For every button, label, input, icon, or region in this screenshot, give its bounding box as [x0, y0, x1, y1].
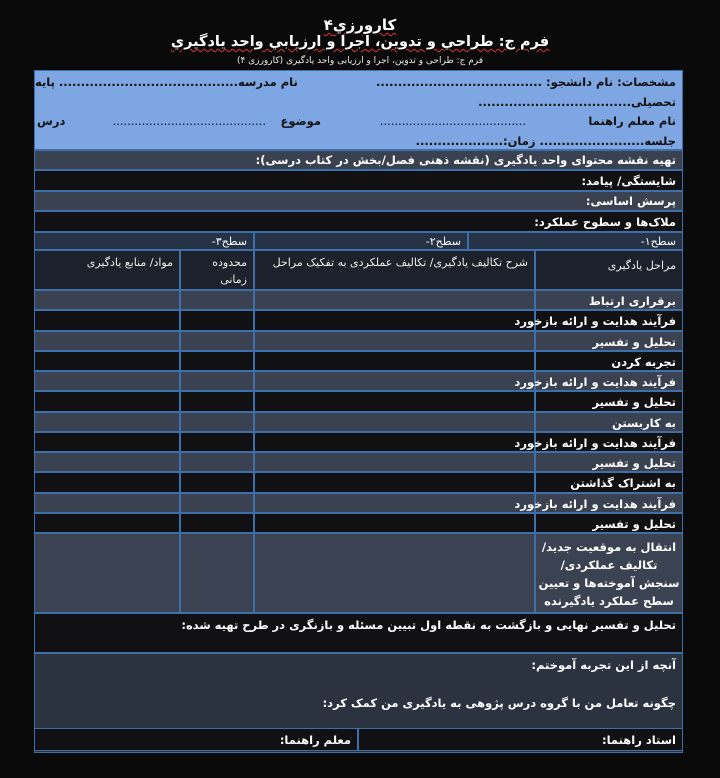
stage-tasks-cell[interactable]: [254, 310, 535, 330]
stage-time-cell[interactable]: [180, 290, 254, 310]
stage-row: [34, 310, 683, 330]
level-3-cell[interactable]: سطح۳-: [34, 232, 254, 250]
stage-tasks-cell[interactable]: [254, 412, 535, 432]
student-name-field[interactable]: مشخصات: نام دانشجو: ......................................: [376, 75, 676, 89]
stage-materials-cell[interactable]: [34, 493, 180, 513]
stage-time-cell[interactable]: [180, 371, 254, 391]
signature-row: [34, 728, 683, 751]
header-stages: مراحل یادگیری: [535, 250, 683, 290]
stage-time-cell[interactable]: [180, 351, 254, 371]
essential-question-row: پرسش اساسی:: [34, 191, 683, 211]
stage-tasks-cell[interactable]: [254, 290, 535, 310]
collaboration-label: چگونه تعامل من با گروه درس پژوهی به یادگیری من کمک کرد:: [322, 696, 676, 710]
stage-label: به اشتراک گذاشتن: [570, 476, 676, 491]
stage-row: [34, 290, 683, 310]
stage-tasks-cell[interactable]: [254, 493, 535, 513]
stage-materials-cell[interactable]: [34, 391, 180, 411]
content-map-row: تهیه نقشه محتوای واحد یادگیری (نقشه ذهنی فصل/بخش در کتاب درسی):: [34, 150, 683, 170]
grade-field[interactable]: تحصیلی...................................: [478, 95, 676, 109]
stage-materials-cell[interactable]: [34, 310, 180, 330]
student-info-block: [34, 70, 683, 150]
learned-label: آنچه از این تجربه آموختم:: [531, 658, 676, 672]
stage-label-cell: [514, 310, 683, 330]
stage-row: [34, 412, 683, 432]
professor-signature-cell[interactable]: استاد راهنما:: [358, 728, 683, 751]
stage-row: [34, 472, 683, 492]
transfer-stage-label: انتقال به موقعیت جدید/ تکالیف عملکردی/ سنجش آموخته‌ها و تعیین سطح عملکرد یادگیرنده: [535, 533, 683, 613]
stage-label-cell: [514, 493, 683, 513]
stage-time-cell[interactable]: [180, 432, 254, 452]
stage-materials-cell[interactable]: [34, 472, 180, 492]
table-header-row: [34, 250, 683, 290]
stage-label: تجربه کردن: [611, 354, 676, 369]
stage-label-cell: [535, 513, 683, 533]
stage-row: [34, 513, 683, 533]
stage-label: فرآیند هدایت و ارائه بازخورد: [514, 435, 676, 450]
header-materials: مواد/ منابع یادگیری: [34, 250, 180, 290]
transfer-time-cell[interactable]: [180, 533, 254, 613]
stage-row: [34, 391, 683, 411]
stage-time-cell[interactable]: [180, 513, 254, 533]
stage-row: [34, 351, 683, 371]
stage-label-cell: [514, 371, 683, 391]
stage-label-cell: [535, 391, 683, 411]
stage-time-cell[interactable]: [180, 310, 254, 330]
stage-time-cell[interactable]: [180, 472, 254, 492]
criteria-row: ملاک‌ها و سطوح عملکرد:: [34, 211, 683, 232]
stage-label: فرآیند هدایت و ارائه بازخورد: [514, 314, 676, 329]
transfer-materials-cell[interactable]: [34, 533, 180, 613]
transfer-stage-row: [34, 533, 683, 613]
stage-label: فرآیند هدایت و ارائه بازخورد: [514, 375, 676, 389]
stage-time-cell[interactable]: [180, 412, 254, 432]
stage-row: [34, 432, 683, 452]
stage-label: تحلیل و تفسیر: [592, 456, 676, 470]
stage-time-cell[interactable]: [180, 493, 254, 513]
stage-row: [34, 331, 683, 351]
school-name-field[interactable]: نام مدرسه......................................... پایه: [35, 75, 298, 89]
stage-time-cell[interactable]: [180, 391, 254, 411]
stage-label-cell: [535, 412, 683, 432]
header-tasks: شرح تکالیف یادگیری/ تکالیف عملکردی به تفکیک مراحل: [254, 250, 535, 290]
stage-label-cell: [514, 432, 683, 452]
form-title: کارورزي۴: [323, 16, 397, 34]
stage-row: [34, 452, 683, 472]
stage-label-cell: [535, 472, 683, 492]
form-caption: فرم ج: طراحی و تدوین، اجرا و ارزیابی واحد یادگیری (کارورزی ۴): [236, 56, 484, 66]
stage-label-cell: [535, 290, 683, 310]
levels-row: [34, 232, 683, 250]
transfer-tasks-cell[interactable]: [254, 533, 535, 613]
stage-materials-cell[interactable]: [34, 290, 180, 310]
stage-label: تحلیل و تفسیر: [592, 516, 676, 531]
session-time-field[interactable]: جلسه........................ زمان:....................: [415, 134, 676, 148]
stage-label: برقراری ارتباط: [588, 294, 676, 308]
level-2-cell[interactable]: سطح۲-: [254, 232, 468, 250]
stage-label: فرآیند هدایت و ارائه بازخورد: [514, 496, 676, 511]
stage-materials-cell[interactable]: [34, 331, 180, 351]
stage-label: تحلیل و تفسیر: [592, 334, 676, 349]
stage-materials-cell[interactable]: [34, 513, 180, 533]
teacher-signature-cell[interactable]: معلم راهنما:: [34, 728, 358, 751]
stage-tasks-cell[interactable]: [254, 391, 535, 411]
stage-time-cell[interactable]: [180, 452, 254, 472]
stage-time-cell[interactable]: [180, 331, 254, 351]
level-1-cell[interactable]: سطح۱-: [468, 232, 683, 250]
mentor-teacher-label: نام معلم راهنما: [588, 114, 676, 128]
stage-label-cell: [535, 331, 683, 351]
stage-row: [34, 371, 683, 391]
stage-label-cell: [535, 452, 683, 472]
stage-label-cell: [535, 351, 683, 371]
stage-tasks-cell[interactable]: [254, 351, 535, 371]
stage-materials-cell[interactable]: [34, 412, 180, 432]
stage-materials-cell[interactable]: [34, 432, 180, 452]
stage-tasks-cell[interactable]: [254, 472, 535, 492]
final-analysis-row[interactable]: تحلیل و تفسیر نهایی و بازگشت به نقطه اول تبیین مسئله و بازنگری در طرح تهیه شده:: [34, 613, 683, 653]
mentor-teacher-field[interactable]: ........................................: [379, 114, 526, 128]
stage-tasks-cell[interactable]: [254, 371, 535, 391]
stage-materials-cell[interactable]: [34, 452, 180, 472]
stage-row: [34, 493, 683, 513]
stage-tasks-cell[interactable]: [254, 331, 535, 351]
stage-label: به کاربستن: [612, 415, 676, 430]
stage-tasks-cell[interactable]: [254, 432, 535, 452]
competency-row: شایستگی/ پیامد:: [34, 170, 683, 191]
stage-tasks-cell[interactable]: [254, 452, 535, 472]
stage-materials-cell[interactable]: [34, 371, 180, 391]
form-subtitle: فرم ج: طراحي و تدوين، اجرا و ارزيابي واحد يادگيري: [170, 34, 550, 50]
header-time: محدوده زمانی: [180, 250, 254, 290]
topic-label: موضوع: [280, 114, 321, 128]
stage-tasks-cell[interactable]: [254, 513, 535, 533]
course-label: درس: [37, 114, 66, 128]
topic-field[interactable]: ..........................................: [112, 114, 266, 128]
stage-label: تحلیل و تفسیر: [592, 395, 676, 410]
stage-materials-cell[interactable]: [34, 351, 180, 371]
